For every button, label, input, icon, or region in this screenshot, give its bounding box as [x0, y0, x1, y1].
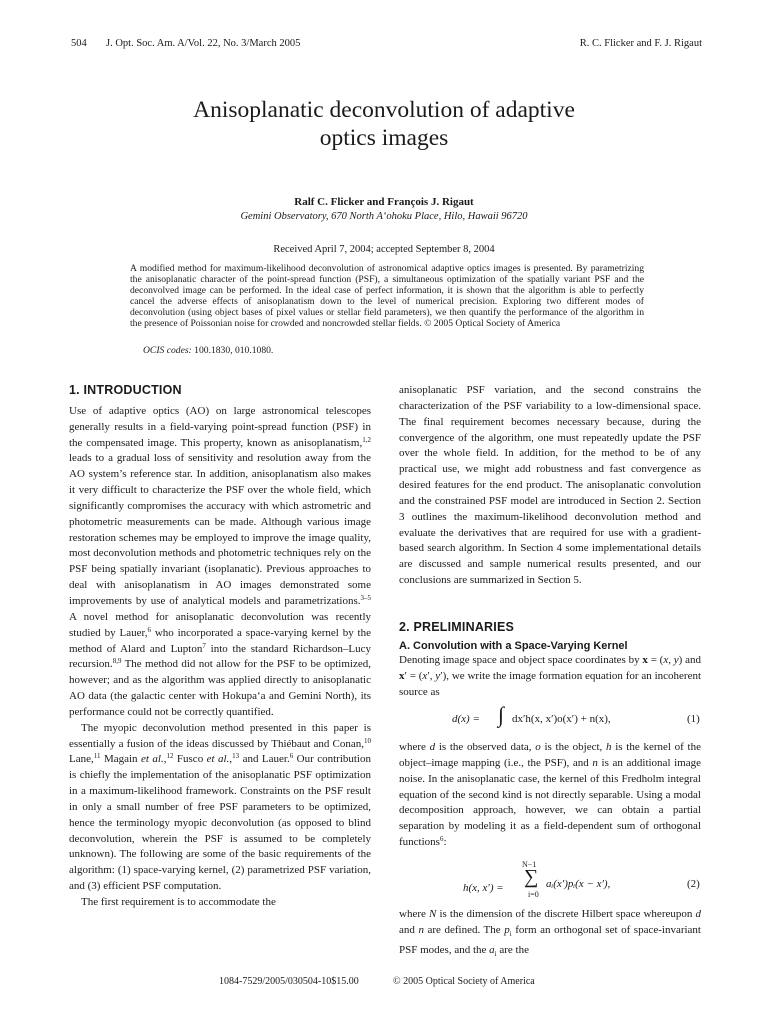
italic-text: et al.: [141, 753, 164, 766]
subscript: i: [494, 950, 497, 959]
eq2-rhs: aᵢ(x′)pᵢ(x − x′),: [546, 878, 611, 890]
eq1-number: (1): [687, 713, 700, 725]
eq2-lhs: h(x, x′) =: [463, 882, 504, 894]
eq1-rhs: dx′h(x, x′)o(x′) + n(x),: [512, 713, 611, 725]
intro-paragraph-2: The myopic deconvolution method presented in this paper is essentially a fusion of the ideas discussed by Thiébaut and Conan,$^{10}$ Lane,$^{11}$ Magain et al.,$^{12}$ Fusco et al.,$^{13}$ and Lauer.$^6$ Our contribution is chiefly the implementation of the anisoplanatic PSF optimization in a maximum-likelihood framework. Constraints on the PSF result in only a small number of free PSF parameters to be optimized, hence the terminology myopic deconvolution (as opposed to blind deconvolution, wherein the PSF is assumed to be completely unknown). The following are some of the basic requirements of the algorithm: (1) space-varying kernel, (2) parametrized PSF variation, and (3) efficient PSF computation.: [69, 721, 371, 893]
footer-code: 1084-7529/2005/030504-10$15.00: [219, 976, 359, 987]
received-dates: Received April 7, 2004; accepted September 8, 2004: [273, 244, 495, 255]
page-number: 504: [71, 38, 87, 49]
intro-paragraph-3: The first requirement is to accommodate the: [81, 896, 276, 908]
equation-1: [452, 713, 480, 725]
journal-citation: J. Opt. Soc. Am. A/Vol. 22, No. 3/March 2005: [106, 38, 301, 49]
italic-text: y: [435, 669, 441, 682]
prelim-paragraph-1-text: Denoting image space and object space coordinates by x = (x, y) and x′ = (x′, y′), we write the image formation equation for an incoherent source as: [399, 654, 702, 698]
intro-paragraph-continued: anisoplanatic PSF variation, and the second constrains the characterization of the PSF variability to a low-dimensional space. The final requirement becomes necessary because, during the convergence of the algorithm, one must repeatedly update the PSF over the whole field. In addition, for the method to be of any practical use, we might add robustness and fast convergence as desired features for the end product. The anisoplanatic convolution and the constrained PSF model are introduced in Section 2. Section 3 outlines the maximum-likelihood deconvolution method and evaluate the derivatives that are required for use with a gradient-based search algorithm. In Section 4 some implementational details are discussed and sample numerical results presented, and our conclusions are summarized in Section 5.: [399, 384, 701, 587]
bold-symbol: x: [399, 669, 405, 682]
affiliation: Gemini Observatory, 670 North A‘ohoku Place, Hilo, Hawaii 96720: [240, 211, 528, 222]
citation-superscript: 7: [202, 641, 206, 650]
prelim-paragraph-1: [399, 653, 701, 701]
prelim-paragraph-2-text: where d is the observed data, o is the object, h is the kernel of the object–image mapping (i.e., the PSF), and n is an additional image noise. In the anisoplanatic case, the kernel of this Fredholm integral equation of the second kind is not directly separable. Using a modal decomposition approach, however, we can obtain a partial separation by modeling it as a field-dependent sum of orthogonal functions$^6$:: [399, 741, 701, 849]
running-authors: R. C. Flicker and F. J. Rigaut: [579, 38, 702, 49]
italic-text: x: [663, 654, 669, 666]
citation-superscript: 1,2: [362, 435, 371, 444]
title-line-2: optics images: [319, 125, 449, 151]
equation-2: [463, 878, 504, 896]
bold-symbol: x: [642, 654, 648, 666]
italic-text: a: [489, 943, 495, 956]
italic-text: n: [592, 756, 598, 769]
citation-superscript: 6: [439, 835, 444, 844]
subscript: i: [509, 930, 512, 939]
citation-superscript: 12: [166, 752, 174, 761]
italic-text: p: [504, 923, 510, 936]
citation-superscript: 13: [232, 752, 240, 761]
author-list: Ralf C. Flicker and François J. Rigaut: [294, 196, 474, 208]
prelim-paragraph-3-text: where N is the dimension of the discrete Hilbert space whereupon d and n are defined. The $p_i$ form an orthogonal set of space-invariant PSF modes, and the $a_i$ are the: [399, 908, 701, 959]
citation-superscript: 10: [364, 736, 371, 745]
ocis-label: OCIS codes:: [143, 345, 192, 356]
footer-copyright: © 2005 Optical Society of America: [393, 976, 535, 987]
title-line-1: Anisoplanatic deconvolution of adaptive: [193, 97, 575, 123]
italic-text: x: [422, 669, 428, 682]
italic-text: d: [695, 908, 701, 920]
right-column: [399, 383, 701, 589]
citation-superscript: 6: [289, 752, 294, 761]
sum-sign: ∑: [524, 866, 539, 888]
integral-sign: ∫: [498, 702, 505, 727]
abstract: A modified method for maximum-likelihood deconvolution of astronomical adaptive optics images is presented. By parametrizing the anisoplanatic character of the point-spread function (PSF), a simultaneous optimization of the spatially variant PSF and the deconvolved image can be performed. In the ideal case of perfect information, it is shown that the algorithm is able to perfectly cancel the adverse effects of anisoplanatism down to the level of numerical precision. Exploring two different modes of deconvolution (using object bases of pixel values or stellar field parameters), we then quantify the performance of the algorithm in the presence of Poissonian noise for crowded and noncrowded stellar fields. © 2005 Optical Society of America: [130, 263, 644, 330]
citation-superscript: 8,9: [112, 657, 122, 666]
eq2-number: (2): [687, 878, 700, 890]
italic-text: N: [429, 908, 437, 920]
section-2-heading: 2. PRELIMINARIES: [399, 620, 515, 634]
ocis-codes: [143, 345, 273, 356]
italic-text: h: [606, 741, 612, 753]
prelim-paragraph-3: [399, 907, 701, 963]
intro-paragraph-1: Use of adaptive optics (AO) on large astronomical telescopes generally results in a field-varying point-spread function (PSF) in the compensated image. This property, known as anisoplanatism,$^{1,2}$ leads to a gradual loss of sensitivity and resolution away from the AO system’s reference star. In addition, anisoplanatism also makes it very difficult to characterize the PSF over the whole field, which significantly compromises the accuracy with which astrometric and photometric measurements can be made. Although various image restoration schemes may be employed to improve the image quality, most deconvolution methods and photometric techniques rely on the PSF being spatially invariant (isoplanatic). Previous approaches to deal with anisoplanatism in AO images demonstrated some improvements by use of analytical models and parametrizations.$^{3-5}$ A novel method for anisoplanatic deconvolution was recently studied by Lauer,$^6$ who incorporated a space-varying kernel by the method of Alard and Lupton$^7$ into the standard Richardson–Lucy recursion.$^{8,9}$ The method did not allow for the PSF to be optimized, however; and as the algorithm was applied directly to anisoplanatic AO data (the galactic center with Hokupa‘a and Gemini North), its performance could not be correctly quantified.: [69, 404, 371, 718]
italic-text: d: [429, 741, 436, 753]
subsection-a-heading: A. Convolution with a Space-Varying Kernel: [399, 640, 628, 652]
prelim-paragraph-2: [399, 740, 701, 851]
paper-title: [0, 96, 768, 152]
eq2-upper-limit: N−1: [522, 860, 537, 869]
italic-text: et al.: [206, 753, 230, 766]
eq1-lhs: d(x) =: [452, 713, 480, 725]
italic-text: y: [673, 654, 679, 666]
italic-text: n: [418, 923, 424, 936]
citation-superscript: 11: [93, 752, 101, 761]
citation-superscript: 6: [147, 625, 151, 634]
ocis-value: 100.1830, 010.1080.: [194, 345, 274, 356]
italic-text: o: [535, 741, 541, 753]
eq2-lower-limit: i=0: [528, 890, 539, 899]
section-1-heading: 1. INTRODUCTION: [69, 383, 182, 397]
left-column: [69, 383, 371, 911]
citation-superscript: 3–5: [360, 593, 371, 602]
